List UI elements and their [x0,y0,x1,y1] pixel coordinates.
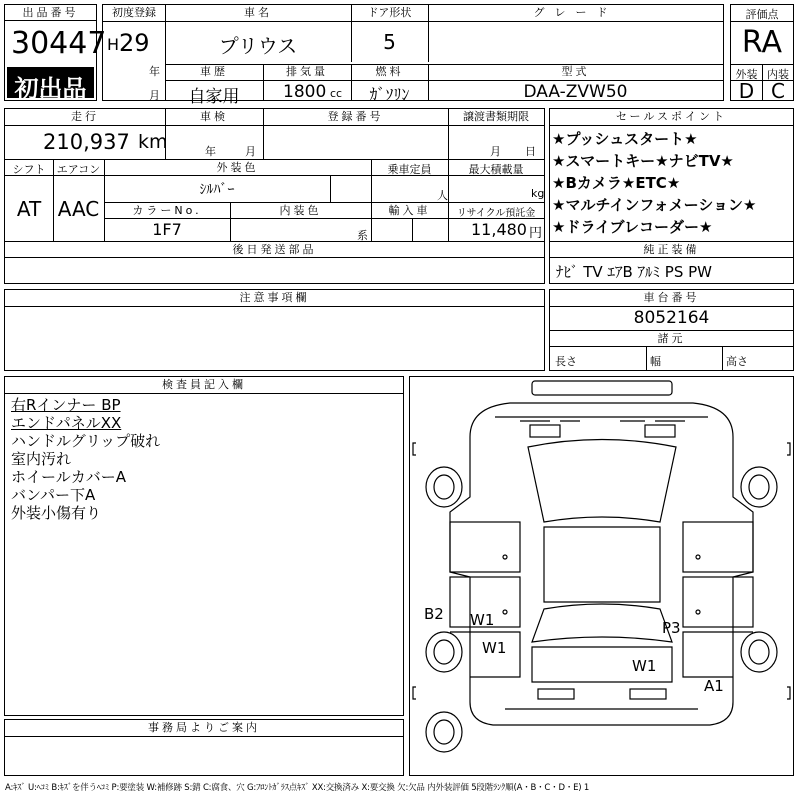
chassis-block [549,289,794,371]
car-diagram [409,376,794,776]
chassis-value: 8052164 [633,308,710,328]
caution-label: 注意事項欄 [239,291,310,304]
color-label: 外装色 [216,161,259,174]
model-value: DAA-ZVW50 [523,82,628,102]
inspector-block [4,376,404,716]
regno-label: 登録番号 [327,110,384,123]
transfer-day-unit: 日 [525,145,536,158]
mark-b2: B2 [424,605,444,623]
sales-points [549,108,794,284]
header-block [4,4,107,103]
chassis-label: 車台番号 [643,291,700,304]
sales-point-3: ★Bカメラ★ETC★ [552,174,681,192]
ac-value: AAC [57,197,100,221]
lot-label: 出品番号 [5,5,96,21]
score-block [730,4,794,101]
inspector-line-6: バンパー下A [11,486,96,504]
reg-label: 初度登録 [112,6,156,19]
fuel-label: 燃料 [375,65,404,78]
reg-year-unit: 年 [149,65,160,78]
color-value: ｼﾙﾊﾞｰ [199,182,235,198]
recycle-label: リサイクル預託金 [456,208,536,219]
sales-point-4: ★マルチインフォメーション★ [552,196,757,214]
lot-number: 30447 [11,26,107,61]
inspector-line-7: 外装小傷有り [11,504,102,522]
mark-a1: A1 [704,677,724,695]
legend-text: A:ｷｽﾞ U:ﾍｺﾐ B:ｷｽﾞを伴うﾍｺﾐ P:要塗装 W:補修跡 S:錆 C:腐食、穴 G:ﾌﾛﾝﾄｶﾞﾗｽ点ｷｽﾞ XX:交換済み X:要交換 欠:欠品 内外装評価 5段階ﾗﾝｸ順(A・B・C・D・E) 1 [5,783,590,793]
inspector-label: 検査員記入欄 [162,378,246,391]
mileage-value: 210,937 [43,130,130,154]
transfer-month-unit: 月 [490,145,501,158]
capacity-unit: 人 [437,189,448,202]
mileage-label: 走行 [71,110,99,123]
mark-p3: P3 [662,619,681,637]
dims-height: 高さ [726,355,748,368]
interior-label: 内装 [767,68,789,81]
inspection-year-unit: 年 [205,145,216,158]
office-block [4,719,404,776]
mark-w1-c: W1 [632,657,657,675]
inspector-line-2: エンドパネルXX [11,414,122,432]
dims-label: 諸元 [657,332,686,345]
inspector-line-4: 室内汚れ [11,450,72,468]
car-name-label: 車名 [244,6,272,19]
displacement-unit: cc [330,87,343,100]
shift-value: AT [16,197,42,221]
colorno-value: 1F7 [152,220,182,239]
interior-color-unit: 系 [357,229,368,242]
dims-length: 長さ [555,355,577,368]
reg-month-unit: 月 [149,89,160,102]
recycle-value: 11,480 [471,220,527,239]
dims-width: 幅 [650,355,661,368]
exterior-grade: D [738,79,755,103]
mark-w1-a: W1 [470,611,495,629]
inspector-line-1: 右Rインナー BP [11,396,121,414]
score-value: RA [741,25,783,60]
mileage-unit: km [138,131,168,153]
fuel-value: ｶﾞｿﾘﾝ [369,85,410,104]
load-unit: kg [531,187,545,200]
doors: 5 [383,30,396,54]
inspector-line-5: ホイールカバーA [11,468,126,486]
interior-grade: C [771,79,785,103]
mark-w1-b: W1 [482,639,507,657]
ac-label: エアコン [56,163,101,176]
inspector-line-3: ハンドルグリップ破れ [11,432,161,450]
load-label: 最大積載量 [468,163,524,176]
inspection-label: 車検 [200,110,228,123]
interior-color-label: 内装色 [279,204,322,217]
displacement-label: 排気量 [286,65,328,78]
office-label: 事務局よりご案内 [148,721,260,734]
score-label: 評価点 [745,8,779,21]
sales-point-2: ★スマートキー★ナビTV★ [552,152,734,170]
sales-point-5: ★ドライブレコーダー★ [552,218,713,236]
history-label: 車歴 [200,65,228,78]
reg-era: H [107,35,120,54]
caution-block [4,289,545,371]
first-listing-badge [7,67,94,103]
import-label: 輸入車 [388,204,431,217]
colorno-label: カラーNo. [132,204,202,217]
door-label: ドア形状 [367,6,412,19]
car-name: プリウス [218,34,298,58]
later-parts-label: 後日発送部品 [232,243,317,256]
sales-points-label: セールスポイント [615,110,727,123]
model-label: 型式 [561,65,590,78]
transfer-label: 譲渡書類期限 [463,110,529,123]
inspection-month-unit: 月 [245,145,256,158]
capacity-label: 乗車定員 [387,163,432,176]
header-main [102,4,724,107]
equipment-value: ﾅﾋﾞ TV ｴｱB ｱﾙﾐ PS PW [556,263,712,281]
first-listing-text: 初出品 [14,75,87,103]
shift-label: シフト [12,163,46,176]
car-outline-diagram [410,377,793,775]
vehicle-details [4,108,545,284]
sales-point-1: ★プッシュスタート★ [552,130,698,148]
recycle-unit: 円 [529,226,543,241]
grade-label: グレード [533,6,618,19]
exterior-label: 外装 [735,68,758,81]
equipment-label: 純正装備 [643,243,700,256]
displacement-value: 1800 [283,82,327,102]
history-value: 自家用 [188,87,240,107]
reg-year: 29 [119,29,150,57]
